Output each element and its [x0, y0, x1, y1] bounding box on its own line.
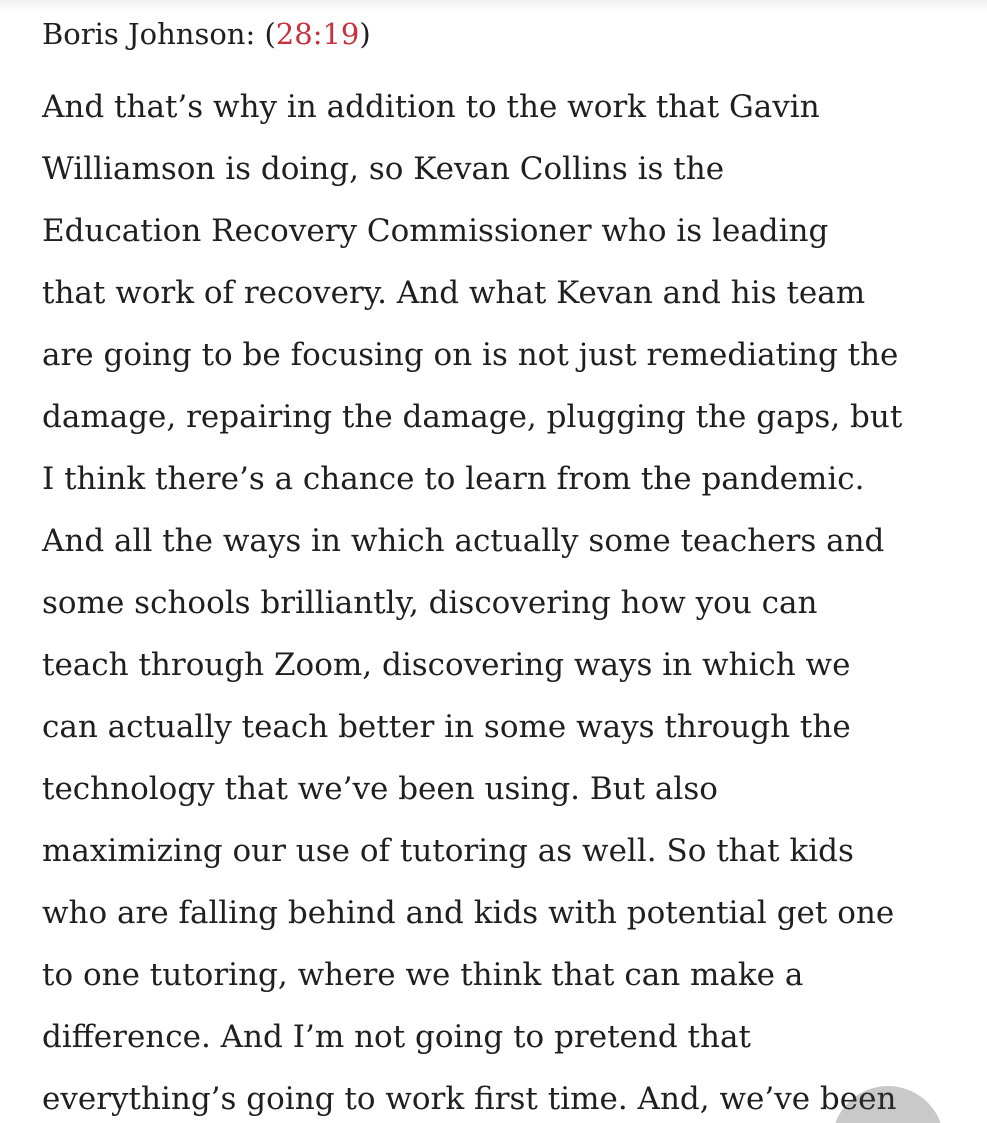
transcript-line: difference. And I’m not going to pretend that	[42, 1019, 751, 1055]
transcript-paragraph	[42, 76, 962, 1123]
transcript-line: And that’s why in addition to the work that Gavin	[42, 89, 820, 125]
timestamp-link[interactable]: 28:19	[275, 17, 360, 51]
transcript-line: everything’s going to work first time. And, we’ve been	[42, 1081, 897, 1117]
timestamp-close-paren: )	[359, 17, 371, 51]
transcript-line: teach through Zoom, discovering ways in which we	[42, 647, 851, 683]
transcript-line: technology that we’ve been using. But also	[42, 771, 718, 807]
transcript-line: can actually teach better in some ways through the	[42, 709, 851, 745]
timestamp-open-paren: (	[264, 17, 276, 51]
transcript-line: Williamson is doing, so Kevan Collins is the	[42, 151, 725, 187]
transcript-line: who are falling behind and kids with potential get one	[42, 895, 895, 931]
transcript-line: damage, repairing the damage, plugging the gaps, but	[42, 399, 903, 435]
speaker-heading	[42, 14, 371, 54]
transcript-line: that work of recovery. And what Kevan and his team	[42, 275, 866, 311]
transcript-line: And all the ways in which actually some teachers and	[42, 523, 885, 559]
transcript-line: Education Recovery Commissioner who is leading	[42, 213, 829, 249]
top-edge-shadow	[0, 0, 987, 14]
speaker-name: Boris Johnson:	[42, 17, 265, 51]
transcript-line: some schools brilliantly, discovering how you can	[42, 585, 818, 621]
transcript-line: I think there’s a chance to learn from the pandemic.	[42, 461, 865, 497]
transcript-line: maximizing our use of tutoring as well. So that kids	[42, 833, 854, 869]
transcript-line: are going to be focusing on is not just remediating the	[42, 337, 899, 373]
transcript-line: to one tutoring, where we think that can make a	[42, 957, 804, 993]
